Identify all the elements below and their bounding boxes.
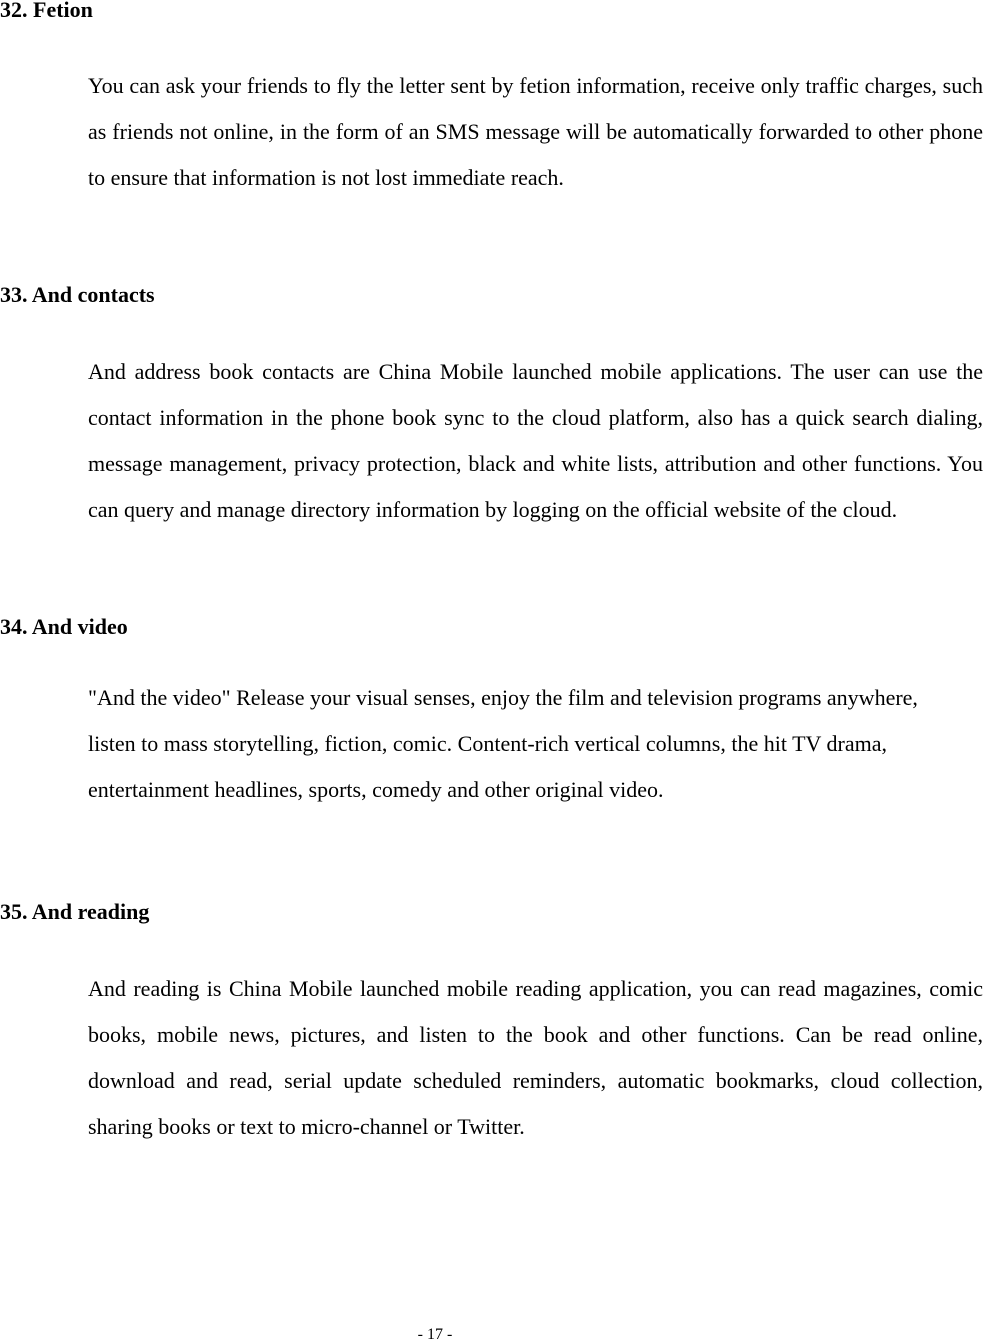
section-heading-and-reading: 35. And reading — [0, 899, 150, 924]
section-body-fetion: You can ask your friends to fly the letter sent by fetion information, receive only traffic charges, such as friends not online, in the form of an SMS message will be automatically forwarded to other phone to ensure that information is not lost immediate reach. — [88, 73, 983, 190]
section-heading-fetion: 32. Fetion — [0, 0, 93, 22]
section-body-and-contacts: And address book contacts are China Mobile launched mobile applications. The user can use the contact information in the phone book sync to the cloud platform, also has a quick search dialing, message management, privacy protection, black and white lists, attribution and other functions. You can query and manage directory information by logging on the official website of the cloud. — [88, 359, 983, 522]
section-body-and-video: "And the video" Release your visual senses, enjoy the film and television programs anywhere, listen to mass storytelling, fiction, comic. Content-rich vertical columns, the hit TV drama, entertainment headlines, sports, comedy and other original video. — [88, 685, 918, 802]
section-heading-and-contacts: 33. And contacts — [0, 282, 155, 307]
page-number: - 17 - — [417, 1326, 453, 1343]
section-heading-and-video: 34. And video — [0, 614, 128, 639]
section-body-and-reading: And reading is China Mobile launched mobile reading application, you can read magazines, comic books, mobile news, pictures, and listen to the book and other functions. Can be read online, download and read, serial update scheduled reminders, automatic bookmarks, cloud collection, sharing books or text to micro-channel or Twitter. — [88, 976, 983, 1139]
